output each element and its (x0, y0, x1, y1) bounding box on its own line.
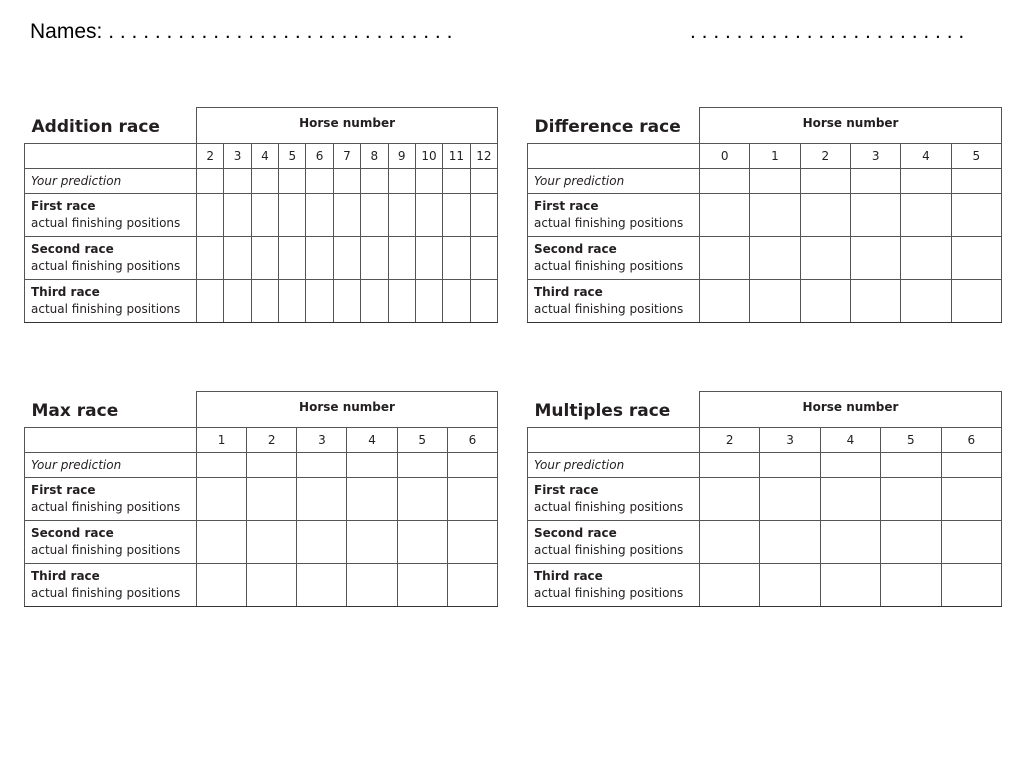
second-race-label (528, 237, 700, 280)
first-race-position-cell[interactable] (347, 478, 397, 521)
second-race-position-cell[interactable] (850, 237, 900, 280)
horse-number: 3 (850, 144, 900, 169)
third-race-position-cell[interactable] (443, 280, 470, 323)
prediction-cell[interactable] (800, 169, 850, 194)
first-race-position-cell[interactable] (447, 478, 497, 521)
second-race-label (25, 237, 197, 280)
third-race-position-cell[interactable] (224, 280, 251, 323)
prediction-cell[interactable] (901, 169, 951, 194)
prediction-cell[interactable] (388, 169, 415, 194)
max-race-table (24, 391, 498, 607)
prediction-row (25, 169, 498, 194)
second-race-position-cell[interactable] (224, 237, 251, 280)
horse-number: 2 (247, 428, 297, 453)
second-race-position-cell[interactable] (700, 521, 760, 564)
second-race-position-cell[interactable] (279, 237, 306, 280)
blank-label-cell (25, 144, 197, 169)
second-race-position-cell[interactable] (881, 521, 941, 564)
third-race-title: Third race (31, 285, 100, 299)
first-race-subtitle: actual finishing positions (534, 216, 684, 230)
third-race-row (25, 564, 498, 607)
prediction-cell[interactable] (850, 169, 900, 194)
first-race-position-cell[interactable] (297, 478, 347, 521)
first-race-position-cell[interactable] (388, 194, 415, 237)
third-race-position-cell[interactable] (951, 280, 1001, 323)
addition-race-table (24, 107, 498, 323)
third-race-position-cell[interactable] (247, 564, 297, 607)
second-race-position-cell[interactable] (750, 237, 800, 280)
prediction-cell[interactable] (941, 453, 1001, 478)
second-race-row (528, 237, 1002, 280)
horse-number: 4 (820, 428, 880, 453)
first-race-position-cell[interactable] (901, 194, 951, 237)
third-race-position-cell[interactable] (447, 564, 497, 607)
third-race-title: Third race (31, 569, 100, 583)
race-title: Addition race (25, 108, 197, 144)
first-race-position-cell[interactable] (750, 194, 800, 237)
horse-number: 8 (361, 144, 388, 169)
third-race-position-cell[interactable] (850, 280, 900, 323)
prediction-cell[interactable] (415, 169, 442, 194)
first-race-title: First race (31, 199, 96, 213)
first-race-position-cell[interactable] (333, 194, 360, 237)
third-race-label (25, 280, 197, 323)
prediction-cell[interactable] (347, 453, 397, 478)
first-race-row (528, 194, 1002, 237)
horse-number: 4 (901, 144, 951, 169)
third-race-position-cell[interactable] (470, 280, 498, 323)
blank-label-cell (25, 428, 197, 453)
first-race-title: First race (534, 199, 599, 213)
second-race-position-cell[interactable] (297, 521, 347, 564)
second-race-row (25, 521, 498, 564)
third-race-subtitle: actual finishing positions (31, 302, 181, 316)
third-race-position-cell[interactable] (800, 280, 850, 323)
prediction-cell[interactable] (397, 453, 447, 478)
third-race-title: Third race (534, 569, 603, 583)
second-race-position-cell[interactable] (760, 521, 820, 564)
horse-number: 5 (397, 428, 447, 453)
prediction-cell[interactable] (750, 169, 800, 194)
second-race-position-cell[interactable] (361, 237, 388, 280)
first-race-position-cell[interactable] (881, 478, 941, 521)
second-race-title: Second race (534, 526, 617, 540)
third-race-position-cell[interactable] (397, 564, 447, 607)
horse-number: 2 (800, 144, 850, 169)
first-race-position-cell[interactable] (361, 194, 388, 237)
prediction-label: Your prediction (25, 169, 197, 194)
second-race-position-cell[interactable] (447, 521, 497, 564)
third-race-position-cell[interactable] (197, 564, 247, 607)
horse-number: 1 (197, 428, 247, 453)
prediction-cell[interactable] (361, 169, 388, 194)
first-race-position-cell[interactable] (850, 194, 900, 237)
third-race-position-cell[interactable] (820, 564, 880, 607)
first-race-position-cell[interactable] (700, 194, 750, 237)
names-dots-1[interactable]: . . . . . . . . . . . . . . . . . . . . . . . . . . . . . . (108, 20, 453, 43)
third-race-position-cell[interactable] (700, 280, 750, 323)
first-race-position-cell[interactable] (306, 194, 333, 237)
first-race-row (25, 194, 498, 237)
horse-number: 0 (700, 144, 750, 169)
third-race-position-cell[interactable] (333, 280, 360, 323)
prediction-cell[interactable] (443, 169, 470, 194)
race-title: Difference race (528, 108, 700, 144)
second-race-position-cell[interactable] (347, 521, 397, 564)
third-race-position-cell[interactable] (297, 564, 347, 607)
first-race-row (25, 478, 498, 521)
second-race-position-cell[interactable] (397, 521, 447, 564)
first-race-row (528, 478, 1002, 521)
third-race-position-cell[interactable] (388, 280, 415, 323)
second-race-position-cell[interactable] (251, 237, 278, 280)
prediction-cell[interactable] (297, 453, 347, 478)
horse-number: 3 (760, 428, 820, 453)
third-race-row (528, 280, 1002, 323)
second-race-subtitle: actual finishing positions (534, 543, 684, 557)
prediction-label: Your prediction (528, 169, 700, 194)
prediction-label: Your prediction (528, 453, 700, 478)
horse-number: 4 (347, 428, 397, 453)
second-race-label (528, 521, 700, 564)
prediction-row (25, 453, 498, 478)
second-race-position-cell[interactable] (247, 521, 297, 564)
race-title: Multiples race (528, 392, 700, 428)
first-race-title: First race (31, 483, 96, 497)
prediction-cell[interactable] (881, 453, 941, 478)
second-race-position-cell[interactable] (197, 237, 224, 280)
second-race-position-cell[interactable] (951, 237, 1001, 280)
third-race-position-cell[interactable] (415, 280, 442, 323)
prediction-cell[interactable] (197, 453, 247, 478)
third-race-position-cell[interactable] (941, 564, 1001, 607)
horse-numbers-row (528, 428, 1002, 453)
prediction-cell[interactable] (470, 169, 498, 194)
prediction-cell[interactable] (820, 453, 880, 478)
horse-number-header: Horse number (197, 392, 498, 428)
first-race-position-cell[interactable] (941, 478, 1001, 521)
third-race-position-cell[interactable] (750, 280, 800, 323)
first-race-label (528, 194, 700, 237)
horse-number: 6 (941, 428, 1001, 453)
first-race-position-cell[interactable] (700, 478, 760, 521)
prediction-cell[interactable] (333, 169, 360, 194)
second-race-position-cell[interactable] (388, 237, 415, 280)
horse-number: 10 (415, 144, 442, 169)
second-race-position-cell[interactable] (415, 237, 442, 280)
first-race-subtitle: actual finishing positions (31, 216, 181, 230)
horse-number-header: Horse number (700, 392, 1002, 428)
prediction-cell[interactable] (279, 169, 306, 194)
names-line (30, 20, 452, 44)
first-race-subtitle: actual finishing positions (534, 500, 684, 514)
horse-number-header: Horse number (700, 108, 1002, 144)
first-race-title: First race (534, 483, 599, 497)
horse-number: 6 (447, 428, 497, 453)
prediction-cell[interactable] (247, 453, 297, 478)
horse-number: 12 (470, 144, 498, 169)
third-race-position-cell[interactable] (197, 280, 224, 323)
prediction-row (528, 453, 1002, 478)
horse-number: 5 (951, 144, 1001, 169)
second-race-label (25, 521, 197, 564)
table-header-row (528, 392, 1002, 428)
horse-number: 6 (306, 144, 333, 169)
first-race-position-cell[interactable] (197, 478, 247, 521)
first-race-label (25, 478, 197, 521)
first-race-subtitle: actual finishing positions (31, 500, 181, 514)
third-race-label (528, 564, 700, 607)
third-race-subtitle: actual finishing positions (534, 302, 684, 316)
second-race-position-cell[interactable] (333, 237, 360, 280)
second-race-row (528, 521, 1002, 564)
third-race-title: Third race (534, 285, 603, 299)
third-race-row (25, 280, 498, 323)
first-race-position-cell[interactable] (224, 194, 251, 237)
third-race-label (528, 280, 700, 323)
first-race-position-cell[interactable] (951, 194, 1001, 237)
horse-number: 3 (224, 144, 251, 169)
third-race-position-cell[interactable] (760, 564, 820, 607)
second-race-title: Second race (534, 242, 617, 256)
prediction-cell[interactable] (306, 169, 333, 194)
second-race-position-cell[interactable] (443, 237, 470, 280)
horse-numbers-row (25, 144, 498, 169)
first-race-position-cell[interactable] (279, 194, 306, 237)
third-race-position-cell[interactable] (251, 280, 278, 323)
third-race-position-cell[interactable] (700, 564, 760, 607)
prediction-label: Your prediction (25, 453, 197, 478)
table-header-row (528, 108, 1002, 144)
horse-number: 3 (297, 428, 347, 453)
first-race-position-cell[interactable] (197, 194, 224, 237)
second-race-title: Second race (31, 526, 114, 540)
first-race-position-cell[interactable] (800, 194, 850, 237)
blank-label-cell (528, 428, 700, 453)
horse-number: 5 (881, 428, 941, 453)
second-race-position-cell[interactable] (306, 237, 333, 280)
third-race-position-cell[interactable] (361, 280, 388, 323)
table-header-row (25, 108, 498, 144)
race-title: Max race (25, 392, 197, 428)
prediction-cell[interactable] (224, 169, 251, 194)
second-race-position-cell[interactable] (901, 237, 951, 280)
third-race-position-cell[interactable] (347, 564, 397, 607)
names-label: Names: (30, 20, 103, 43)
second-race-position-cell[interactable] (800, 237, 850, 280)
first-race-label (528, 478, 700, 521)
horse-number-header: Horse number (197, 108, 498, 144)
first-race-position-cell[interactable] (760, 478, 820, 521)
first-race-position-cell[interactable] (247, 478, 297, 521)
horse-number: 5 (279, 144, 306, 169)
horse-numbers-row (25, 428, 498, 453)
second-race-subtitle: actual finishing positions (31, 259, 181, 273)
horse-number: 4 (251, 144, 278, 169)
prediction-cell[interactable] (700, 453, 760, 478)
third-race-subtitle: actual finishing positions (534, 586, 684, 600)
first-race-position-cell[interactable] (251, 194, 278, 237)
horse-number: 11 (443, 144, 470, 169)
prediction-row (528, 169, 1002, 194)
third-race-position-cell[interactable] (279, 280, 306, 323)
second-race-position-cell[interactable] (700, 237, 750, 280)
prediction-cell[interactable] (447, 453, 497, 478)
first-race-position-cell[interactable] (820, 478, 880, 521)
prediction-cell[interactable] (197, 169, 224, 194)
third-race-subtitle: actual finishing positions (31, 586, 181, 600)
first-race-position-cell[interactable] (397, 478, 447, 521)
horse-numbers-row (528, 144, 1002, 169)
first-race-position-cell[interactable] (415, 194, 442, 237)
third-race-row (528, 564, 1002, 607)
third-race-position-cell[interactable] (881, 564, 941, 607)
second-race-position-cell[interactable] (820, 521, 880, 564)
second-race-subtitle: actual finishing positions (534, 259, 684, 273)
names-dots-2[interactable]: . . . . . . . . . . . . . . . . . . . . . . . . (690, 20, 965, 43)
horse-number: 9 (388, 144, 415, 169)
blank-label-cell (528, 144, 700, 169)
second-race-subtitle: actual finishing positions (31, 543, 181, 557)
prediction-cell[interactable] (700, 169, 750, 194)
horse-number: 1 (750, 144, 800, 169)
third-race-position-cell[interactable] (901, 280, 951, 323)
first-race-label (25, 194, 197, 237)
difference-race-table (527, 107, 1002, 323)
first-race-position-cell[interactable] (470, 194, 498, 237)
second-race-title: Second race (31, 242, 114, 256)
prediction-cell[interactable] (951, 169, 1001, 194)
prediction-cell[interactable] (251, 169, 278, 194)
horse-number: 2 (700, 428, 760, 453)
third-race-label (25, 564, 197, 607)
third-race-position-cell[interactable] (306, 280, 333, 323)
horse-number: 2 (197, 144, 224, 169)
first-race-position-cell[interactable] (443, 194, 470, 237)
multiples-race-table (527, 391, 1002, 607)
second-race-position-cell[interactable] (470, 237, 498, 280)
horse-number: 7 (333, 144, 360, 169)
table-header-row (25, 392, 498, 428)
second-race-row (25, 237, 498, 280)
prediction-cell[interactable] (760, 453, 820, 478)
second-race-position-cell[interactable] (197, 521, 247, 564)
second-race-position-cell[interactable] (941, 521, 1001, 564)
